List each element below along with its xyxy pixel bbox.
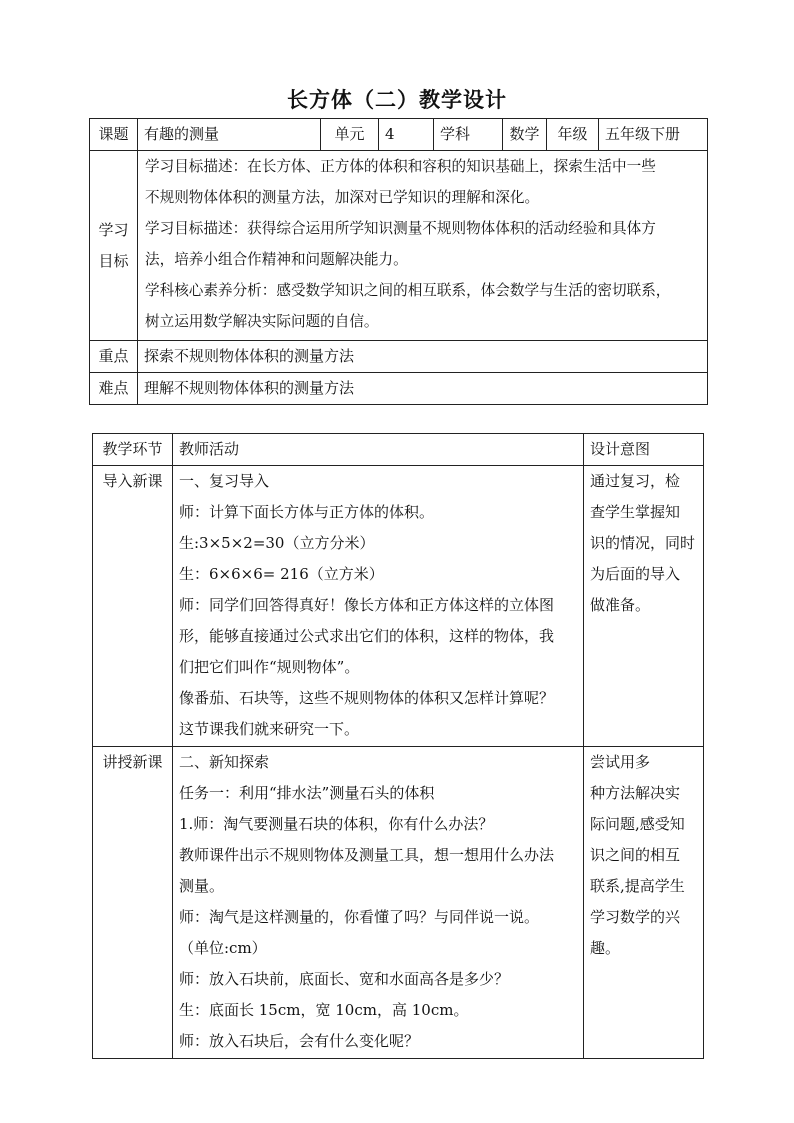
goals-content [138,151,708,341]
key-point-value: 探索不规则物体体积的测量方法 [138,341,708,373]
activity-line: 师：计算下面长方体与正方体的体积。 [179,503,435,521]
difficulty-label: 难点 [90,373,138,405]
intent-line: 通过复习，检 [590,472,681,490]
intent-line: 尝试用多 [590,753,651,771]
intent-line: 种方法解决实 [590,784,681,802]
unit-value: 4 [379,119,434,151]
activity-line: （单位:cm） [179,939,267,957]
intent-line: 为后面的导入 [590,565,681,583]
goal-line: 学科核心素养分析：感受数学知识之间的相互联系，体会数学与生活的密切联系， [145,282,671,299]
activity-line: 生：6×6×6= 216（立方米） [179,565,384,583]
intent-line: 际问题,感受知 [590,815,685,833]
activity-line: 们把它们叫作“规则物体”。 [179,658,360,676]
activity-line: 一、复习导入 [179,472,270,490]
activity-intro [173,466,584,747]
info-row-header [90,119,708,151]
goal-line: 法，培养小组合作精神和问题解决能力。 [145,251,408,268]
phase-new-lesson: 讲授新课 [93,747,173,1059]
activity-new-lesson [173,747,584,1059]
goal-line: 树立运用数学解决实际问题的自信。 [145,313,379,330]
topic-label: 课题 [90,119,138,151]
info-row-difficulty [90,373,708,405]
activity-line: 任务一：利用“排水法”测量石头的体积 [179,784,435,802]
grade-label: 年级 [547,119,599,151]
phase-intro: 导入新课 [93,466,173,747]
grade-value: 五年级下册 [599,119,708,151]
lesson-info-table [89,118,708,405]
activity-line: 1.师：淘气要测量石块的体积，你有什么办法？ [179,815,494,833]
activity-line: 师：淘气是这样测量的，你看懂了吗？与同伴说一说。 [179,908,540,926]
topic-value: 有趣的测量 [138,119,321,151]
subject-label: 学科 [434,119,503,151]
goals-label-line-1: 学习 [98,220,129,239]
header-design-intent: 设计意图 [584,434,704,466]
goal-line: 学习目标描述：获得综合运用所学知识测量不规则物体体积的活动经验和具体方 [145,220,656,237]
intent-line: 识之间的相互 [590,846,681,864]
unit-label: 单元 [321,119,379,151]
activity-line: 测量。 [179,877,225,895]
activity-line: 生:3×5×2=30（立方分米） [179,534,375,552]
activity-line: 二、新知探索 [179,753,270,771]
intent-intro [584,466,704,747]
activity-line: 师：放入石块前，底面长、宽和水面高各是多少？ [179,970,510,988]
header-teacher-activity: 教师活动 [173,434,584,466]
info-row-key-point [90,341,708,373]
header-phase: 教学环节 [93,434,173,466]
info-row-goals [90,151,708,341]
key-point-label: 重点 [90,341,138,373]
teaching-plan-table [92,433,704,1059]
goals-label [90,151,138,341]
activity-line: 师：放入石块后，会有什么变化呢？ [179,1032,420,1050]
goals-label-line-2: 目标 [98,251,129,270]
goal-line: 学习目标描述：在长方体、正方体的体积和容积的知识基础上，探索生活中一些 [145,158,656,175]
plan-row-intro [93,466,704,747]
plan-header-row [93,434,704,466]
plan-row-new-lesson [93,747,704,1059]
intent-line: 趣。 [590,939,621,957]
intent-new-lesson [584,747,704,1059]
activity-line: 教师课件出示不规则物体及测量工具，想一想用什么办法 [179,846,555,864]
intent-line: 联系,提高学生 [590,877,685,895]
activity-line: 这节课我们就来研究一下。 [179,720,360,738]
goal-line: 不规则物体体积的测量方法，加深对已学知识的理解和深化。 [145,189,540,206]
intent-line: 学习数学的兴 [590,908,681,926]
intent-line: 查学生掌握知 [590,503,681,521]
page-title: 长方体（二）教学设计 [287,88,507,112]
subject-value: 数学 [503,119,547,151]
activity-line: 像番茄、石块等，这些不规则物体的体积又怎样计算呢？ [179,689,555,707]
activity-line: 形，能够直接通过公式求出它们的体积，这样的物体，我 [179,627,555,645]
intent-line: 识的情况，同时 [590,534,696,552]
intent-line: 做准备。 [590,596,651,614]
activity-line: 师：同学们回答得真好！像长方体和正方体这样的立体图 [179,596,555,614]
difficulty-value: 理解不规则物体体积的测量方法 [138,373,708,405]
activity-line: 生：底面长 15cm，宽 10cm，高 10cm。 [179,1001,469,1019]
